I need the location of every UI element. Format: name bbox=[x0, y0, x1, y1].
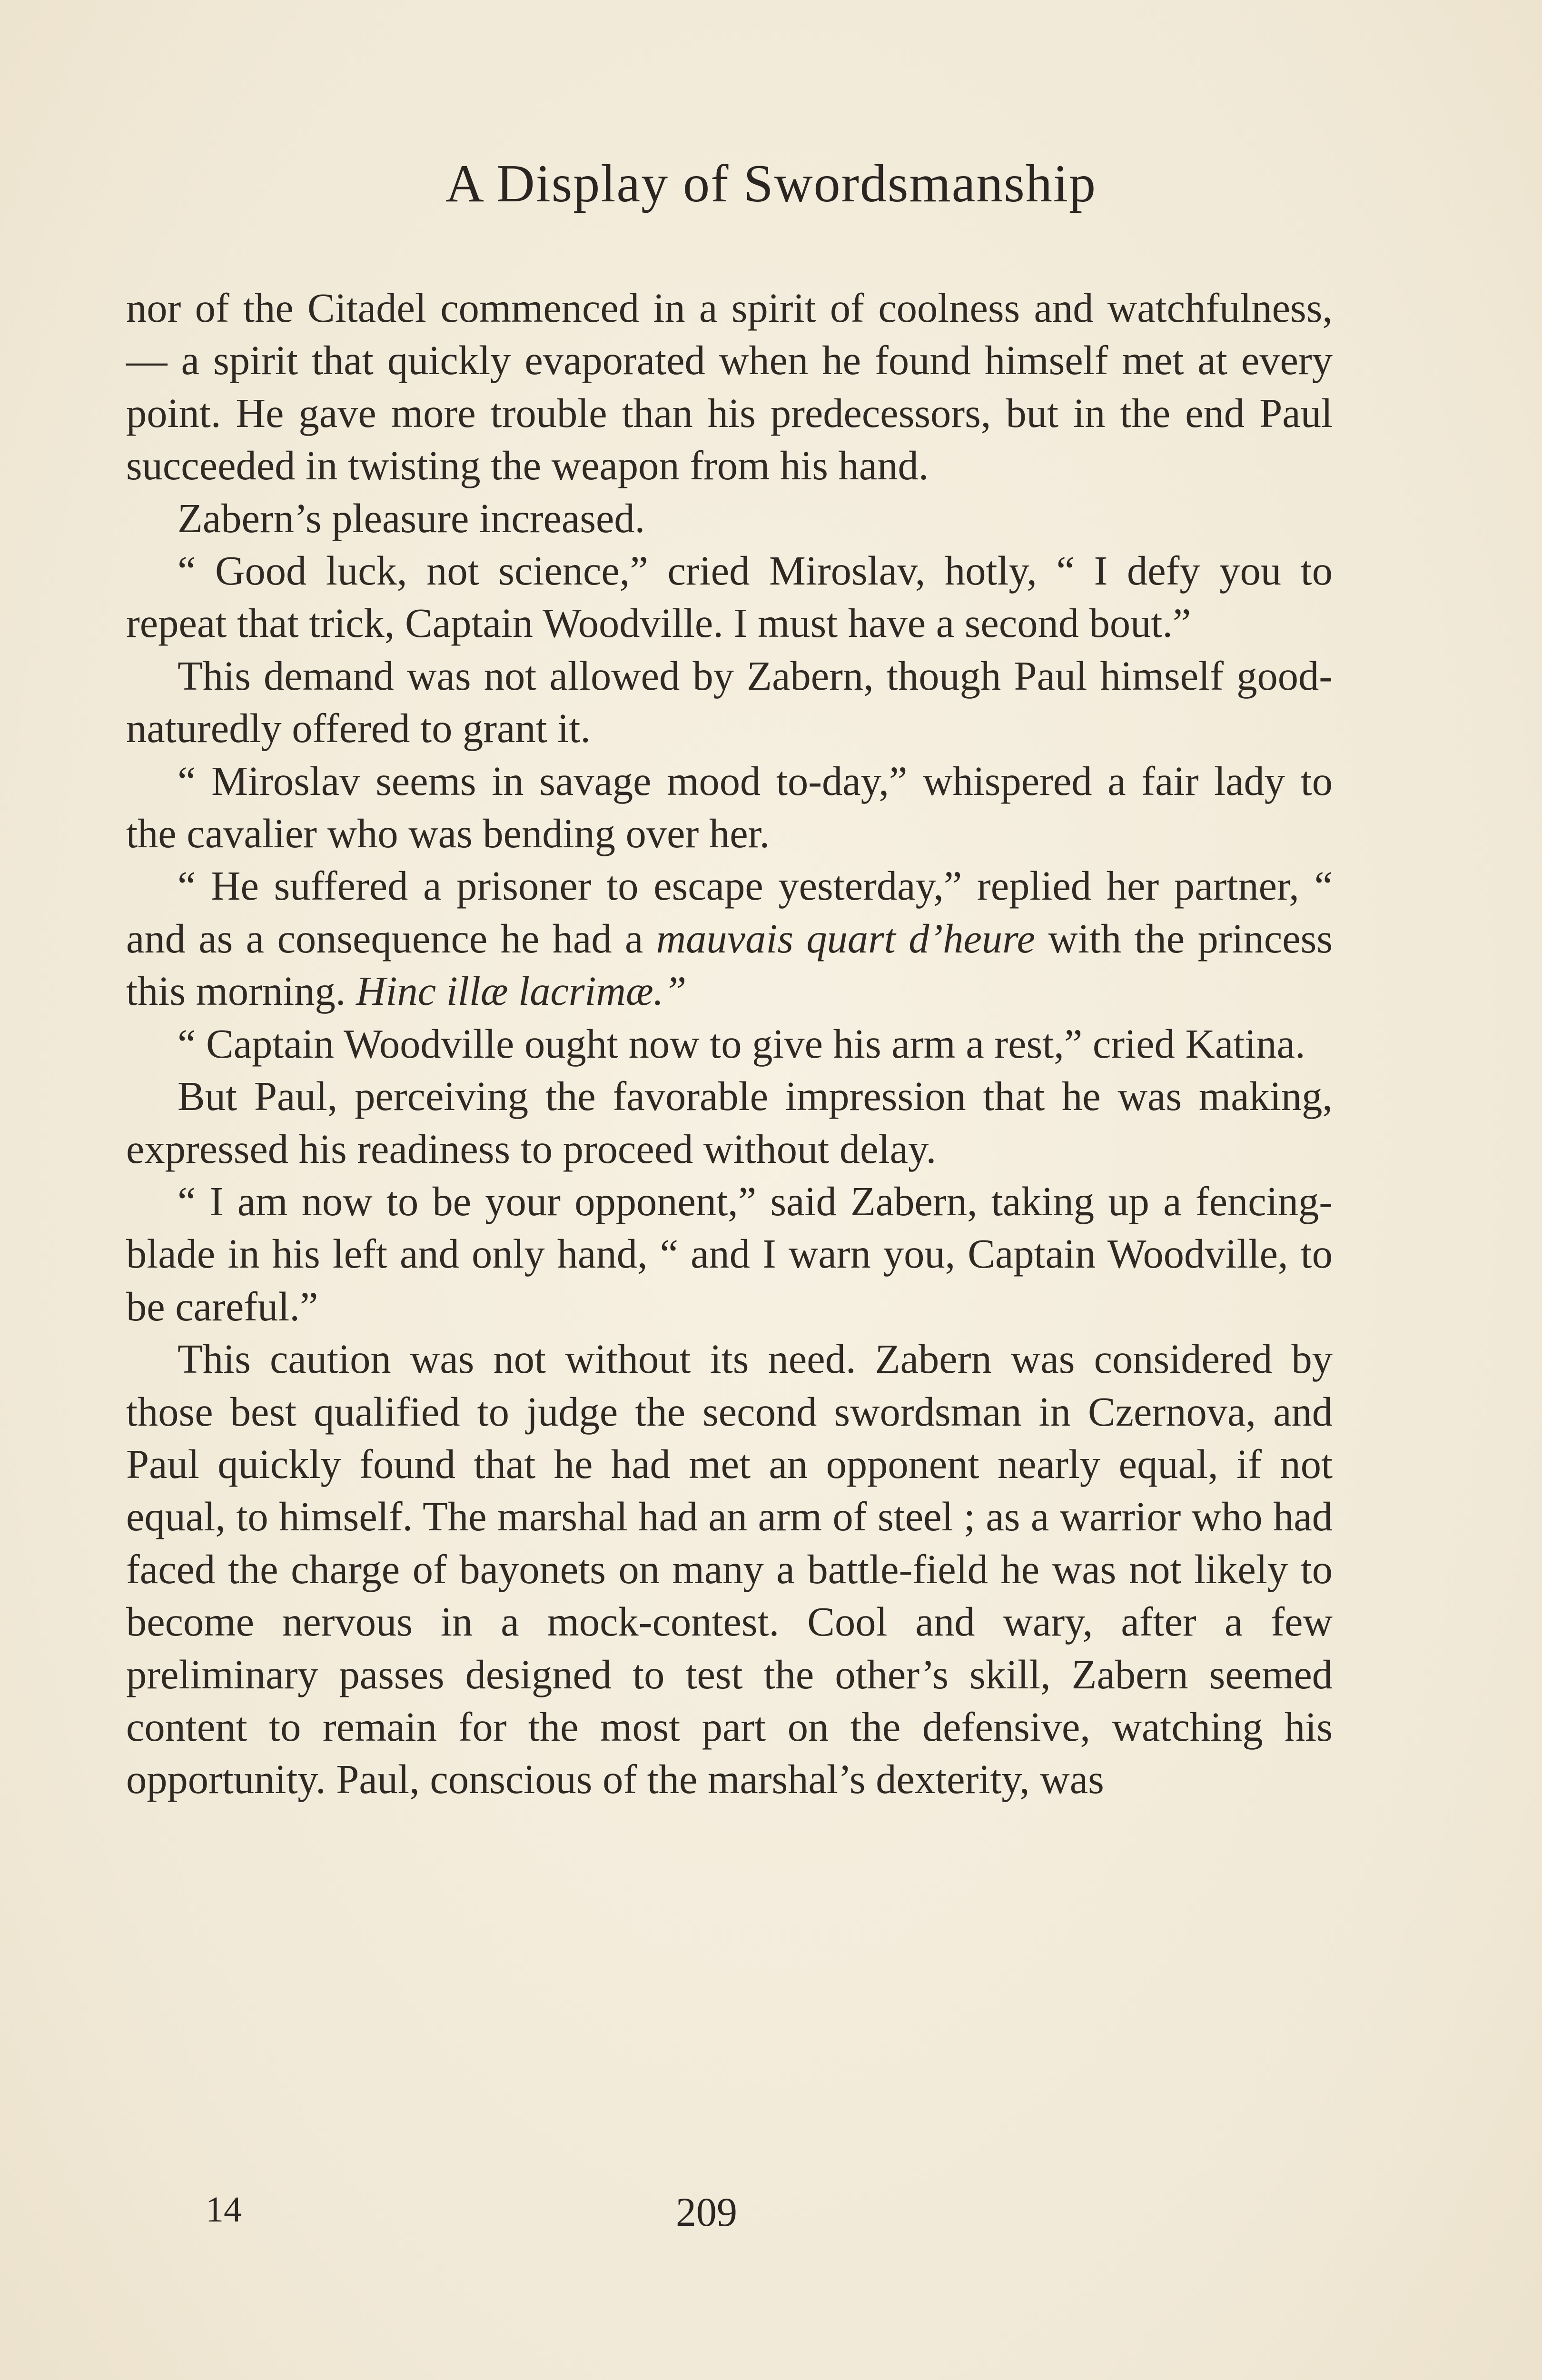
paragraph-6-text-middle: with the princess this morning. bbox=[126, 915, 1333, 1014]
signature-mark: 14 bbox=[206, 2190, 242, 2230]
paragraph-6-latin-quote: Hinc illæ lacrimæ.” bbox=[356, 968, 687, 1014]
paragraph-5: “ Miroslav seems in savage mood to-day,” whispered a fair lady to the cavalier who was bending over her. bbox=[126, 758, 1333, 857]
paragraph-3: “ Good luck, not science,” cried Miroslav, hotly, “ I defy you to repeat that trick, Captain Woodville. I must have a second bout.” bbox=[126, 548, 1333, 646]
paragraph-7: “ Captain Woodville ought now to give his arm a rest,” cried Katina. bbox=[178, 1021, 1305, 1067]
paragraph-10: This caution was not without its need. Zabern was considered by those best qualified to judge the second swordsman in Czernova, and Paul quickly found that he had met an opponent nearly equal, if not equal, to himself. The marshal had an arm of steel ; as a warrior who had faced the charge of bayonets on many a battle-field he was not likely to become nervous in a mock-contest. Cool and wary, after a few preliminary passes designed to test the other’s skill, Zabern seemed content to remain for the most part on the defensive, watching his opportunity. Paul, conscious of the marshal’s dexterity, was bbox=[126, 1336, 1333, 1803]
paragraph-8: But Paul, perceiving the favorable impression that he was making, expressed his readiness to proceed without delay. bbox=[126, 1073, 1333, 1172]
paragraph-6-text-before: “ He suffered a prisoner to escape yesterday,” replied her partner, “ and as a consequence he had a bbox=[126, 863, 1333, 962]
paragraph-2: Zabern’s pleasure increased. bbox=[178, 495, 645, 541]
paragraph-6 bbox=[126, 860, 1333, 1017]
paragraph-4: This demand was not allowed by Zabern, though Paul himself good-naturedly offered to grant it. bbox=[126, 653, 1333, 752]
page-number: 209 bbox=[676, 2189, 737, 2235]
paragraph-1: nor of the Citadel commenced in a spirit of coolness and watchfulness, — a spirit that quickly evaporated when he found himself met at every point. He gave more trouble than his predecessors, but in the end Paul succeeded in twisting the weapon from his hand. bbox=[126, 285, 1333, 489]
paragraph-6-italic-phrase: mauvais quart d’heure bbox=[656, 915, 1035, 962]
paragraph-9: “ I am now to be your opponent,” said Zabern, taking up a fencing-blade in his left and only hand, “ and I warn you, Captain Woodville, to be careful.” bbox=[126, 1178, 1333, 1329]
body-text bbox=[126, 282, 1333, 1806]
running-head: A Display of Swordsmanship bbox=[445, 154, 1097, 213]
